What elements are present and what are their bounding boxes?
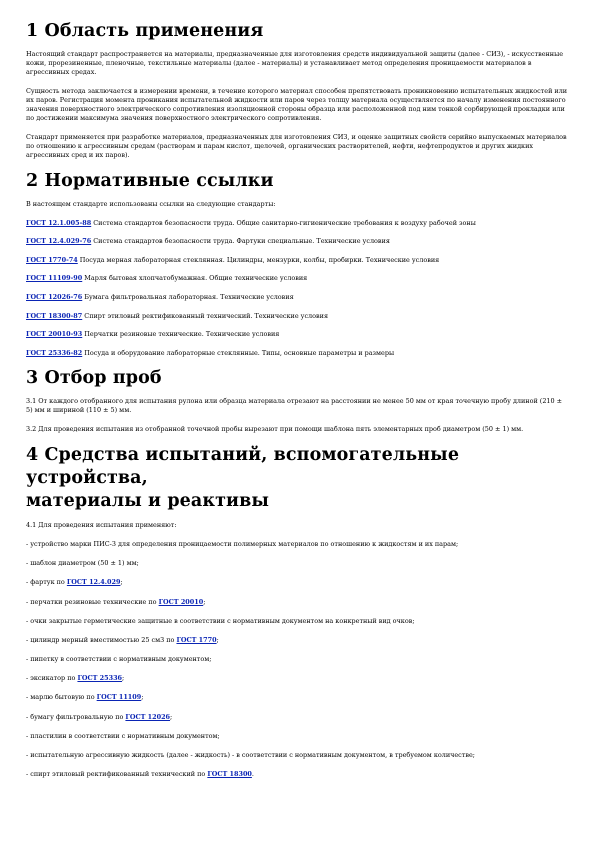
- equipment-text: - эксикатор по: [26, 674, 78, 683]
- equipment-text: - марлю бытовую по: [26, 693, 97, 702]
- equipment-text: - устройство марки ПИС-3 для определения проницаемости полимерных материалов по отношению к жидкостям и их парам;: [26, 539, 459, 548]
- equipment-list: [26, 540, 569, 779]
- section-2-intro: В настоящем стандарте использованы ссылки на следующие стандарты:: [26, 200, 276, 208]
- section-1-heading: 1 Область применения: [26, 21, 264, 41]
- equipment-item: [26, 732, 569, 741]
- section-4-heading-line-2: материалы и реактивы: [26, 491, 269, 512]
- reference-link[interactable]: ГОСТ 1770-74: [26, 255, 78, 264]
- section-1-paragraph-2: Сущность метода заключается в измерении времени, в течение которого материал способен препятствовать проникновению испытательных жидкостей или их паров. Регистрация момента проникания испытательной жидкости или паров через толщу материала осуществляется по началу изменения постоянного значения поверхностного электрического сопротивления изоляционной стороны образца или расположенной под ним тонкой сорбирующей прокладки или по достижении максимума значения поверхностного электрического сопротивления.: [26, 87, 568, 122]
- equipment-text: - очки закрытые герметические защитные в соответствии с нормативным документом на конкретный вид очков;: [26, 616, 415, 625]
- equipment-text: - бумагу фильтровальную по: [26, 712, 126, 721]
- section-3-paragraph-2: 3.2 Для проведения испытания из отобранной точечной пробы вырезают при помощи шаблона пять элементарных проб диаметром (50 ± 1) мм.: [26, 425, 524, 434]
- reference-title: Марля бытовая хлопчатобумажная. Общие технические условия: [82, 274, 308, 283]
- standard-link[interactable]: ГОСТ 20010: [158, 597, 204, 606]
- reference-link[interactable]: ГОСТ 20010-93: [26, 330, 83, 339]
- reference-item: [26, 237, 569, 246]
- equipment-text-end: ;: [120, 578, 123, 587]
- section-2-heading: 2 Нормативные ссылки: [26, 171, 274, 191]
- standard-link[interactable]: ГОСТ 1770: [176, 635, 217, 644]
- reference-title: Система стандартов безопасности труда. Общие санитарно-гигиенические требования к воздуху рабочей зоны: [91, 218, 476, 227]
- standard-link[interactable]: ГОСТ 18300: [207, 770, 252, 779]
- equipment-item: [26, 693, 569, 702]
- equipment-text-end: ;: [141, 693, 144, 702]
- reference-link[interactable]: ГОСТ 12026-76: [26, 292, 83, 301]
- equipment-item: [26, 636, 569, 645]
- equipment-item: [26, 713, 569, 722]
- equipment-item: [26, 770, 569, 779]
- equipment-item: [26, 559, 569, 568]
- references-list: [26, 219, 569, 358]
- equipment-text-end: ;: [122, 674, 125, 683]
- equipment-item: [26, 578, 569, 587]
- equipment-text: - испытательную агрессивную жидкость (далее - жидкость) - в соответствии с нормативным документом, в требуемом количестве;: [26, 751, 475, 759]
- reference-link[interactable]: ГОСТ 25336-82: [26, 348, 83, 357]
- equipment-item: [26, 751, 569, 760]
- reference-title: Система стандартов безопасности труда. Фартуки специальные. Технические условия: [91, 237, 390, 246]
- section-1-paragraph-3: Стандарт применяется при разработке материалов, предназначенных для изготовления СИЗ, и оценке защитных свойств серийно выпускаемых материалов по отношению к агрессивным средам (растворам и парам кислот, щелочей, органических растворителей, нефти, нефтепродуктов и других жидких агрессивных сред и их паров).: [26, 133, 567, 159]
- section-3-heading: 3 Отбор проб: [26, 368, 162, 389]
- equipment-text: - спирт этиловый ректификованный технический по: [26, 770, 208, 779]
- equipment-text: - цилиндр мерный вместимостью 25 см3 по: [26, 635, 177, 644]
- reference-item: [26, 293, 569, 302]
- equipment-item: [26, 540, 569, 549]
- equipment-text: - пластилин в соответствии с нормативным документом;: [26, 731, 220, 740]
- reference-link[interactable]: ГОСТ 12.1.005-88: [26, 218, 92, 227]
- reference-title: Спирт этиловый ректификованный технический. Технические условия: [82, 311, 329, 320]
- reference-item: [26, 330, 569, 339]
- reference-title: Посуда и оборудование лабораторные стеклянные. Типы, основные параметры и размеры: [82, 348, 395, 357]
- equipment-text-end: ;: [170, 712, 173, 721]
- equipment-text: - фартук по: [26, 578, 67, 587]
- section-4-heading-line-1: 4 Средства испытаний, вспомогательные устройства,: [26, 445, 460, 489]
- reference-item: [26, 274, 569, 283]
- equipment-item: [26, 655, 569, 664]
- reference-title: Перчатки резиновые технические. Технические условия: [82, 330, 280, 339]
- equipment-text: - пипетку в соответствии с нормативным документом;: [26, 655, 212, 664]
- equipment-text-end: ;: [216, 635, 219, 644]
- standard-link[interactable]: ГОСТ 25336: [77, 674, 123, 683]
- equipment-text: - перчатки резиновые технические по: [26, 597, 159, 606]
- standard-link[interactable]: ГОСТ 12026: [125, 712, 171, 721]
- equipment-text-end: .: [251, 770, 254, 779]
- equipment-item: [26, 617, 569, 626]
- equipment-text: - шаблон диаметром (50 ± 1) мм;: [26, 559, 139, 568]
- reference-link[interactable]: ГОСТ 12.4.029-76: [26, 237, 92, 246]
- standard-link[interactable]: ГОСТ 12.4.029: [66, 578, 121, 587]
- equipment-item: [26, 598, 569, 607]
- section-4-intro: 4.1 Для проведения испытания применяют:: [26, 521, 177, 530]
- reference-link[interactable]: ГОСТ 18300-87: [26, 311, 83, 320]
- section-1-paragraph-1: Настоящий стандарт распространяется на материалы, предназначенные для изготовления средств индивидуальной защиты (далее - СИЗ), - искусственные кожи, прорезиненные, пленочные, текстильные материалы (далее - материалы) и устанавливает метод определения проницаемости материалов в агрессивных средах.: [26, 50, 564, 76]
- equipment-item: [26, 674, 569, 683]
- reference-item: [26, 256, 569, 265]
- reference-item: [26, 312, 569, 321]
- reference-item: [26, 349, 569, 358]
- reference-item: [26, 219, 569, 228]
- standard-link[interactable]: ГОСТ 11109: [96, 693, 142, 702]
- reference-title: Бумага фильтровальная лабораторная. Технические условия: [82, 292, 294, 301]
- section-3-paragraph-1: 3.1 От каждого отобранного для испытания рулона или образца материала отрезают на расстоянии не менее 50 мм от края точечную пробу длиной (210 ± 5) мм и шириной (110 ± 5) мм.: [26, 397, 563, 415]
- equipment-text-end: ;: [203, 597, 206, 606]
- reference-link[interactable]: ГОСТ 11109-90: [26, 274, 83, 283]
- section-4-heading: [26, 444, 569, 513]
- reference-title: Посуда мерная лабораторная стеклянная. Цилиндры, мензурки, колбы, пробирки. Технические условия: [77, 255, 440, 264]
